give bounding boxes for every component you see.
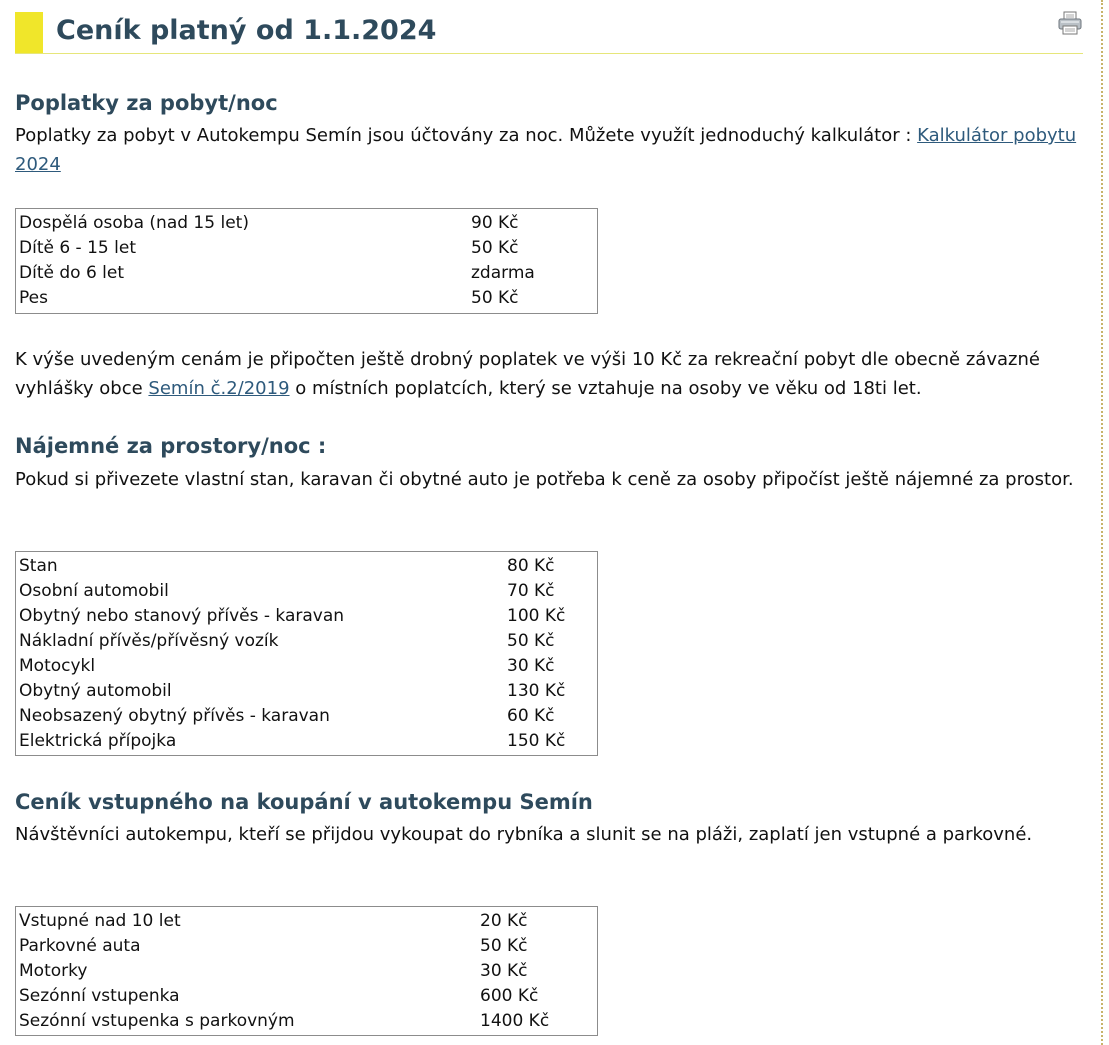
table-row [16,907,598,934]
table-row [16,209,598,236]
item-price: 130 Kč [507,680,566,701]
item-price: 600 Kč [480,986,539,1007]
table-row [16,629,598,654]
item-name: Sezónní vstupenka s parkovným [19,1011,295,1031]
table-row [16,959,598,984]
item-name: Stan [19,556,58,577]
table-row [16,654,598,679]
table-row [16,934,598,959]
section-entry-heading: Ceník vstupného na koupání v autokempu Semín [15,790,593,814]
table-row [16,984,598,1009]
stay-price-table [15,208,598,314]
item-name: Obytný nebo stanový přívěs - karavan [19,606,345,627]
item-price: 50 Kč [471,238,519,259]
item-name: Dítě do 6 let [19,263,125,284]
item-name: Neobsazený obytný přívěs - karavan [19,705,330,726]
section-space-heading: Nájemné za prostory/noc : [15,434,327,458]
section-space-text: Pokud si přivezete vlastní stan, karavan či obytné auto je potřeba k ceně za osoby připočíst ještě nájemné za prostor. [15,469,1074,490]
item-name: Elektrická přípojka [19,730,177,751]
item-name: Nákladní přívěs/přívěsný vozík [19,631,279,652]
table-row [16,552,598,579]
table-row [16,728,598,755]
local-fee-note: K výše uvedeným cenám je připočten ještě drobný poplatek ve výši 10 Kč za rekreační pobyt dle obecně závazné vyhlášky obce Semín č.2/2019 o místních poplatcích, který se vztahuje na osoby ve věku od 18ti let. [15,349,1040,399]
entry-price-table [15,906,598,1036]
section-stay-text: Poplatky za pobyt v Autokempu Semín jsou účtovány za noc. Můžete využít jednoduchý kalkulátor : Kalkulátor pobytu 2024 [15,125,1077,175]
space-price-table [15,551,598,756]
item-price: 70 Kč [507,581,555,602]
section-entry-text: Návštěvníci autokempu, kteří se přijdou vykoupat do rybníka a slunit se na pláži, zaplatí jen vstupné a parkovné. [15,824,1033,845]
item-price: 50 Kč [480,936,528,957]
content-area [15,0,1083,1031]
item-price: zdarma [471,263,535,284]
item-price: 20 Kč [480,911,528,932]
item-name: Osobní automobil [19,581,169,602]
title-accent-block [15,12,43,53]
item-price: 100 Kč [507,606,566,627]
regulation-link[interactable]: Semín č.2/2019 [148,378,290,399]
calculator-link[interactable]: Kalkulátor pobytu 2024 [15,125,1077,175]
item-name: Obytný automobil [19,680,172,701]
page-title: Ceník platný od 1.1.2024 [56,15,437,46]
table-row [16,236,598,261]
item-name: Pes [19,288,48,309]
item-name: Sezónní vstupenka [19,986,180,1007]
item-name: Motocykl [19,656,96,676]
item-price: 30 Kč [480,961,528,982]
table-row [16,604,598,629]
item-price: 50 Kč [471,288,519,309]
table-row [16,678,598,703]
table-row [16,1009,598,1036]
item-name: Motorky [19,961,88,982]
item-price: 50 Kč [507,631,555,652]
item-name: Dospělá osoba (nad 15 let) [19,213,249,234]
item-name: Dítě 6 - 15 let [19,238,136,259]
table-row [16,703,598,728]
item-price: 60 Kč [507,705,555,726]
table-row [16,261,598,286]
table-row [16,286,598,313]
item-price: 1400 Kč [480,1011,550,1031]
item-price: 150 Kč [507,730,566,751]
item-name: Vstupné nad 10 let [19,911,181,932]
item-name: Parkovné auta [19,936,141,957]
item-price: 80 Kč [507,556,555,577]
print-icon[interactable] [1058,11,1082,35]
item-price: 30 Kč [507,656,555,676]
item-price: 90 Kč [471,213,519,234]
title-bar [15,0,1083,54]
right-dotted-divider [1101,0,1103,1045]
section-stay-heading: Poplatky za pobyt/noc [15,91,278,115]
table-row [16,579,598,604]
